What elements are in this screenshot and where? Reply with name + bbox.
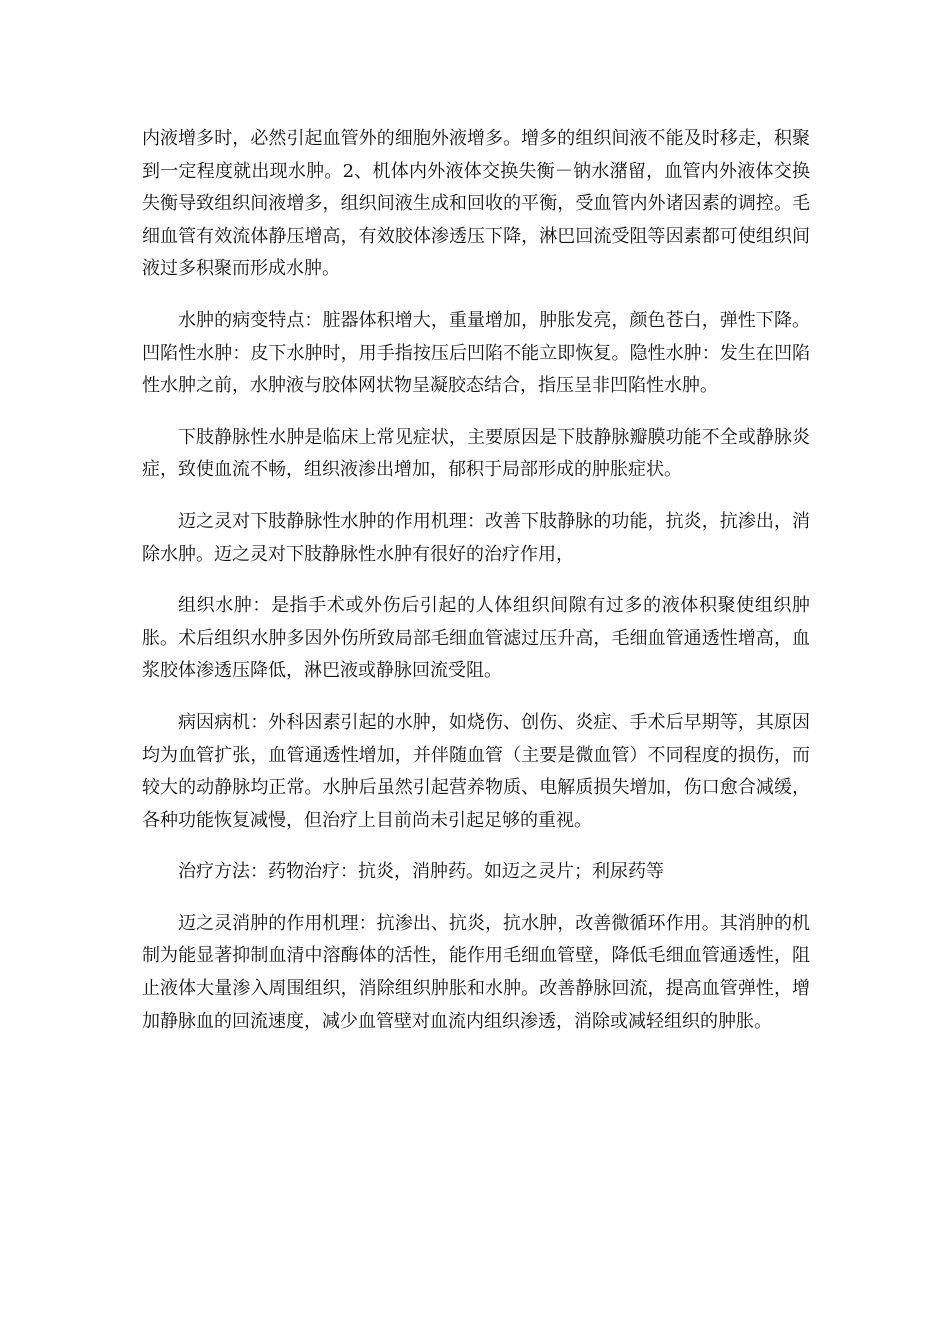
paragraph-4: 迈之灵对下肢静脉性水肿的作用机理：改善下肢静脉的功能，抗炎，抗渗出，消除水肿。迈之灵对下肢静脉性水肿有很好的治疗作用，: [142, 510, 810, 565]
paragraph-5: 组织水肿：是指手术或外伤后引起的人体组织间隙有过多的液体积聚使组织肿胀。术后组织水肿多因外伤所致局部毛细血管滤过压升高，毛细血管通透性增高，血浆胶体渗透压降低，淋巴液或静脉回流受阻。: [142, 595, 810, 682]
paragraph-8: 迈之灵消肿的作用机理：抗渗出、抗炎，抗水肿，改善微循环作用。其消肿的机制为能显著抑制血清中溶酶体的活性，能作用毛细血管壁，降低毛细血管通透性，阻止液体大量渗入周围组织，消除组织肿胀和水肿。改善静脉回流，提高血管弹性，增加静脉血的回流速度，减少血管壁对血流内组织渗透，消除或减轻组织的肿胀。: [142, 912, 810, 1032]
document-body: [142, 123, 810, 1057]
paragraph-2: 水肿的病变特点：脏器体积增大，重量增加，肿胀发亮，颜色苍白，弹性下降。凹陷性水肿：皮下水肿时，用手指按压后凹陷不能立即恢复。隐性水肿：发生在凹陷性水肿之前，水肿液与胶体网状物呈凝胶态结合，指压呈非凹陷性水肿。: [142, 309, 810, 397]
paragraph-7: 治疗方法：药物治疗：抗炎，消肿药。如迈之灵片；利尿药等: [178, 861, 664, 883]
paragraph-6: 病因病机：外科因素引起的水肿，如烧伤、创伤、炎症、手术后早期等，其原因均为血管扩张，血管通透性增加，并伴随血管（主要是微血管）不同程度的损伤，而较大的动静脉均正常。水肿后虽然引起营养物质、电解质损失增加，伤口愈合减缓，各种功能恢复减慢，但治疗上目前尚未引起足够的重视。: [142, 711, 810, 831]
paragraph-3: 下肢静脉性水肿是临床上常见症状，主要原因是下肢静脉瓣膜功能不全或静脉炎症，致使血流不畅，组织液渗出增加，郁积于局部形成的肿胀症状。: [142, 426, 810, 481]
paragraph-1: 内液增多时，必然引起血管外的细胞外液增多。增多的组织间液不能及时移走，积聚到一定程度就出现水肿。2、机体内外液体交换失衡－钠水潴留，血管内外液体交换失衡导致组织间液增多，组织间液生成和回收的平衡，受血管内外诸因素的调控。毛细血管有效流体静压增高，有效胶体渗透压下降，淋巴回流受阻等因素都可使组织间液过多积聚而形成水肿。: [142, 128, 810, 280]
